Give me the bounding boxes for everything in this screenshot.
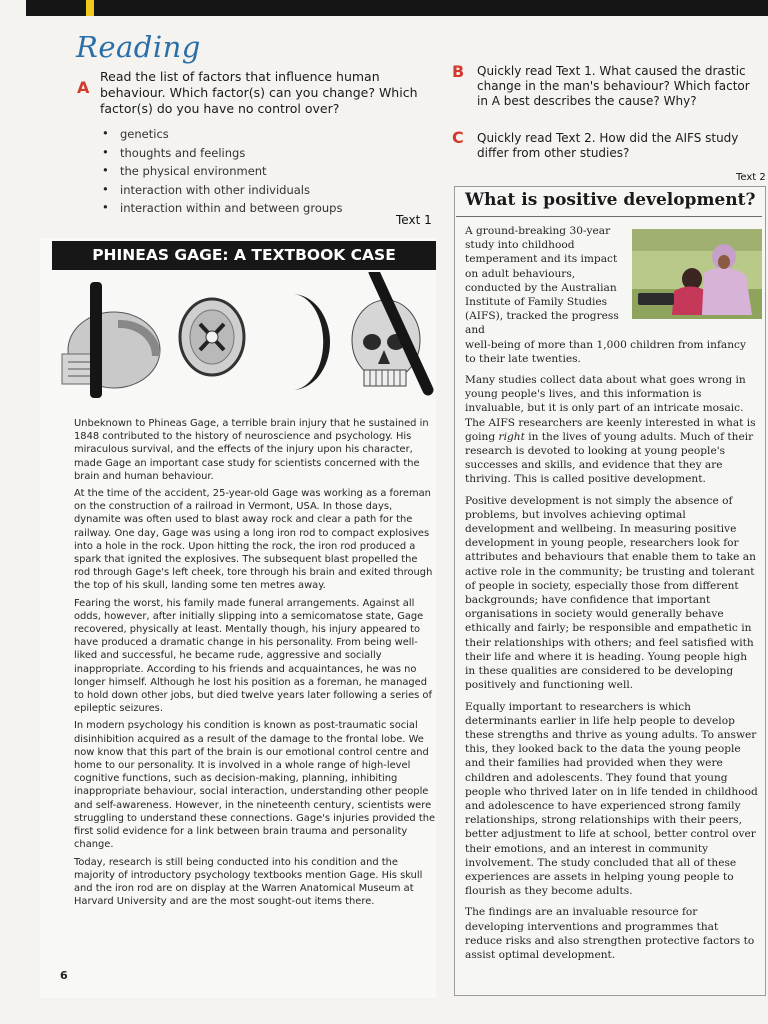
text2-title: What is positive development? [465,190,756,210]
factor-item: • genetics [100,127,400,146]
question-a-text: Read the list of factors that influence human behaviour. Which factor(s) can you change? Which factor(s) do you have no control over? [100,69,418,116]
text2-label: Text 2 [736,172,766,183]
factor-list [100,127,400,220]
text1-paragraph: Fearing the worst, his family made funeral arrangements. Against all odds, however, after initially slipping into a semicomatose state, Gage recovered, physically at least. Mentally though, his injury appeared to have produced a dramatic change in his personality. From being well-liked and successful, he became rude, aggressive and socially inappropriate. According to his friends and acquaintances, he was no longer himself. Although he lost his position as a foreman, he managed to hold down other jobs, but died twelve years later following a series of epileptic seizures. [74,597,432,715]
text1-label: Text 1 [396,213,432,227]
text2-paragraph: The findings are an invaluable resource for developing interventions and programmes that reduce risks and also strengthen protective factors to assist optimal development. [465,906,755,961]
question-a-letter: A [77,78,90,97]
text2-intro: A ground-breaking 30-year study into childhood temperament and its impact on adult behaviours, conducted by the Australian Institute of Family Studies (AIFS), tracked the progress and [465,225,619,337]
question-c-text: Quickly read Text 2. How did the AIFS study differ from other studies? [477,131,739,160]
factor-item: • interaction within and between groups [100,201,400,220]
skull-top-view [180,299,244,375]
factor-item: • thoughts and feelings [100,146,400,165]
top-bar-accent [86,0,94,16]
text2-paragraph: Positive development is not simply the absence of problems, but involves achieving optimal development and wellbeing. In measuring positive development in young people, researchers look for attributes and behaviours that enable them to take an active role in the community; be trusting and tolerant of people in society, especially those from different backgrounds; have confidence that important organisations in society would generally behave ethically and fairly; be responsible and empathetic in their relationships with others; and feel satisfied with their life and where it is heading. Young people high in these qualities are considered to be developing positively and functioning well. [465,494,756,692]
text1-paragraph: At the time of the accident, 25-year-old Gage was working as a foreman on the construction of a railroad in Vermont, USA. In those days, dynamite was often used to blast away rock and clear a path for the railway. One day, Gage was using a long iron rod to compact explosives into a hole in the rock. Upon hitting the rock, the iron rod produced a spark that ignited the explosives. The subsequent blast propelled the rod through Gage's left cheek, tore through his brain and exited through the top of his skull, landing some ten metres away. [74,488,433,592]
text1-title: PHINEAS GAGE: A TEXTBOOK CASE [52,241,436,270]
text2-intro-rest: well-being of more than 1,000 children from infancy to their late twenties. [465,338,746,365]
text1-paragraph: Today, research is still being conducted into his condition and the majority of introductory psychology textbooks mention Gage. His skull and the iron rod are on display at the Warren Anatomical Museum at Harvard University and are the most sought-out items there. [74,856,423,908]
text1-paragraph: Unbeknown to Phineas Gage, a terrible brain injury that he sustained in 1848 contributed to the history of neuroscience and psychology. His miraculous survival, and the effects of the injury upon his character, made Gage an important case study for scientists concerned with the brain and human behaviour. [74,418,429,482]
question-b-letter: B [452,62,465,81]
question-b-text: Quickly read Text 1. What caused the drastic change in the man's behaviour? Which factor in A best describes the cause? Why? [477,64,750,108]
title-divider [456,216,762,217]
text2-paragraph-part: in the lives of young adults. Much of their research is devoted to looking at young people's successes and skills, and evidence that they are thriving. This is called positive development. [465,430,754,486]
skull-side-left [62,282,160,398]
text1-body [74,417,436,912]
text1-paragraph: In modern psychology his condition is known as post-traumatic social disinhibition acquired as a result of the damage to the frontal lobe. We now know that this part of the brain is our emotional control centre and home to our personality. It is involved in a whole range of high-level cognitive functions, such as decision-making, planning, inhibiting inappropriate behaviour, social interaction, understanding other people and self-awareness. However, in the nineteenth century, scientists were struggling to understand these connections. Gage's injuries provided the first solid evidence for a link between brain trauma and personality change. [74,720,436,851]
text2-paragraph: Equally important to researchers is which determinants earlier in life help people to develop these strengths and thrive as young adults. To answer this, they looked back to the data the young people and their families had provided when they were children and adolescents. They found that young people who thrived later on in life tended in childhood and adolescence to have experienced strong family relationships, strong relationships with their peers, better adjustment to life at school, better control over their emotions, and an interest in community involvement. The study concluded that all of these experiences are assets in helping young people to flourish as they become adults. [465,700,758,898]
factor-item: • interaction with other individuals [100,183,400,202]
section-heading: Reading [76,30,201,64]
text2-body [465,224,758,969]
skull-illustrations [52,272,436,412]
page-number: 6 [60,969,68,982]
text2-paragraph [465,373,758,487]
emphasis-right: right [498,430,525,443]
top-bar [26,0,768,16]
factor-item: • the physical environment [100,164,400,183]
skull-crescent [292,294,330,390]
text2-paragraph-part: Many studies collect data about what goes wrong in young people's lives, and this information is invaluable, but it is only part of an intricate mosaic. The AIFS researchers are keenly interested in what is going [465,374,756,443]
skull-front-with-rod [352,272,428,390]
question-c-letter: C [452,128,464,147]
